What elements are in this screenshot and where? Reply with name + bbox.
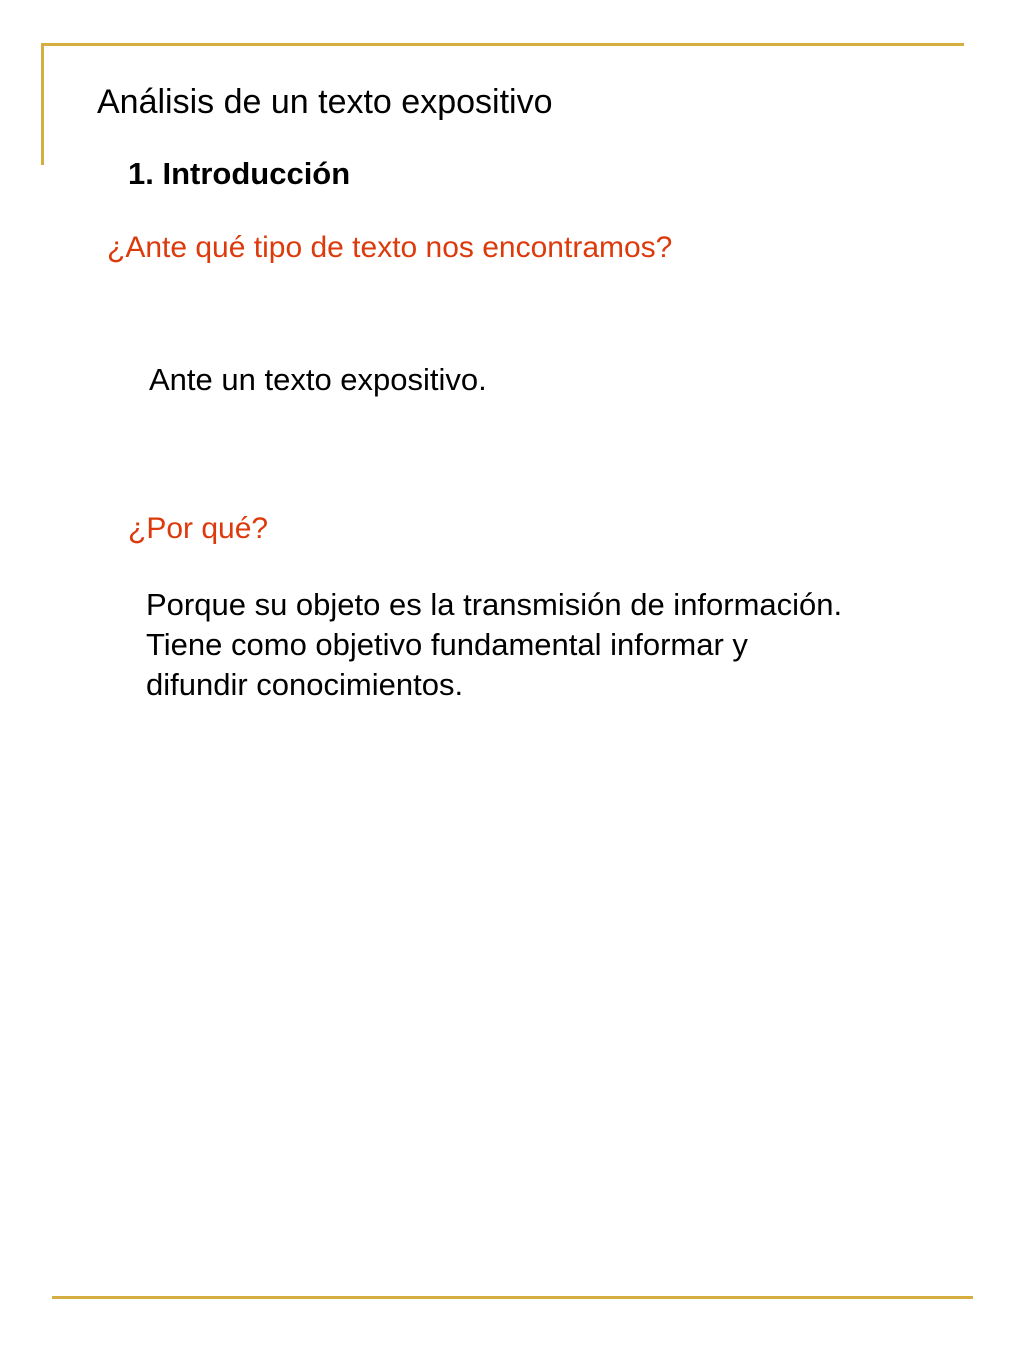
answer-why-line: Porque su objeto es la transmisión de información. <box>146 587 843 622</box>
answer-why <box>146 585 986 705</box>
answer-why-line: Tiene como objetivo fundamental informar y <box>146 627 748 662</box>
frame-bottom-rule <box>52 1296 973 1299</box>
frame-left-rule <box>41 43 44 165</box>
frame-top-rule <box>41 43 964 46</box>
section-heading: 1. Introducción <box>128 156 351 191</box>
question-why: ¿Por qué? <box>128 512 269 545</box>
answer-why-line: difundir conocimientos. <box>146 667 464 702</box>
slide-title: Análisis de un texto expositivo <box>97 83 553 121</box>
question-text-type: ¿Ante qué tipo de texto nos encontramos? <box>107 231 673 264</box>
answer-text-type: Ante un texto expositivo. <box>149 362 487 397</box>
